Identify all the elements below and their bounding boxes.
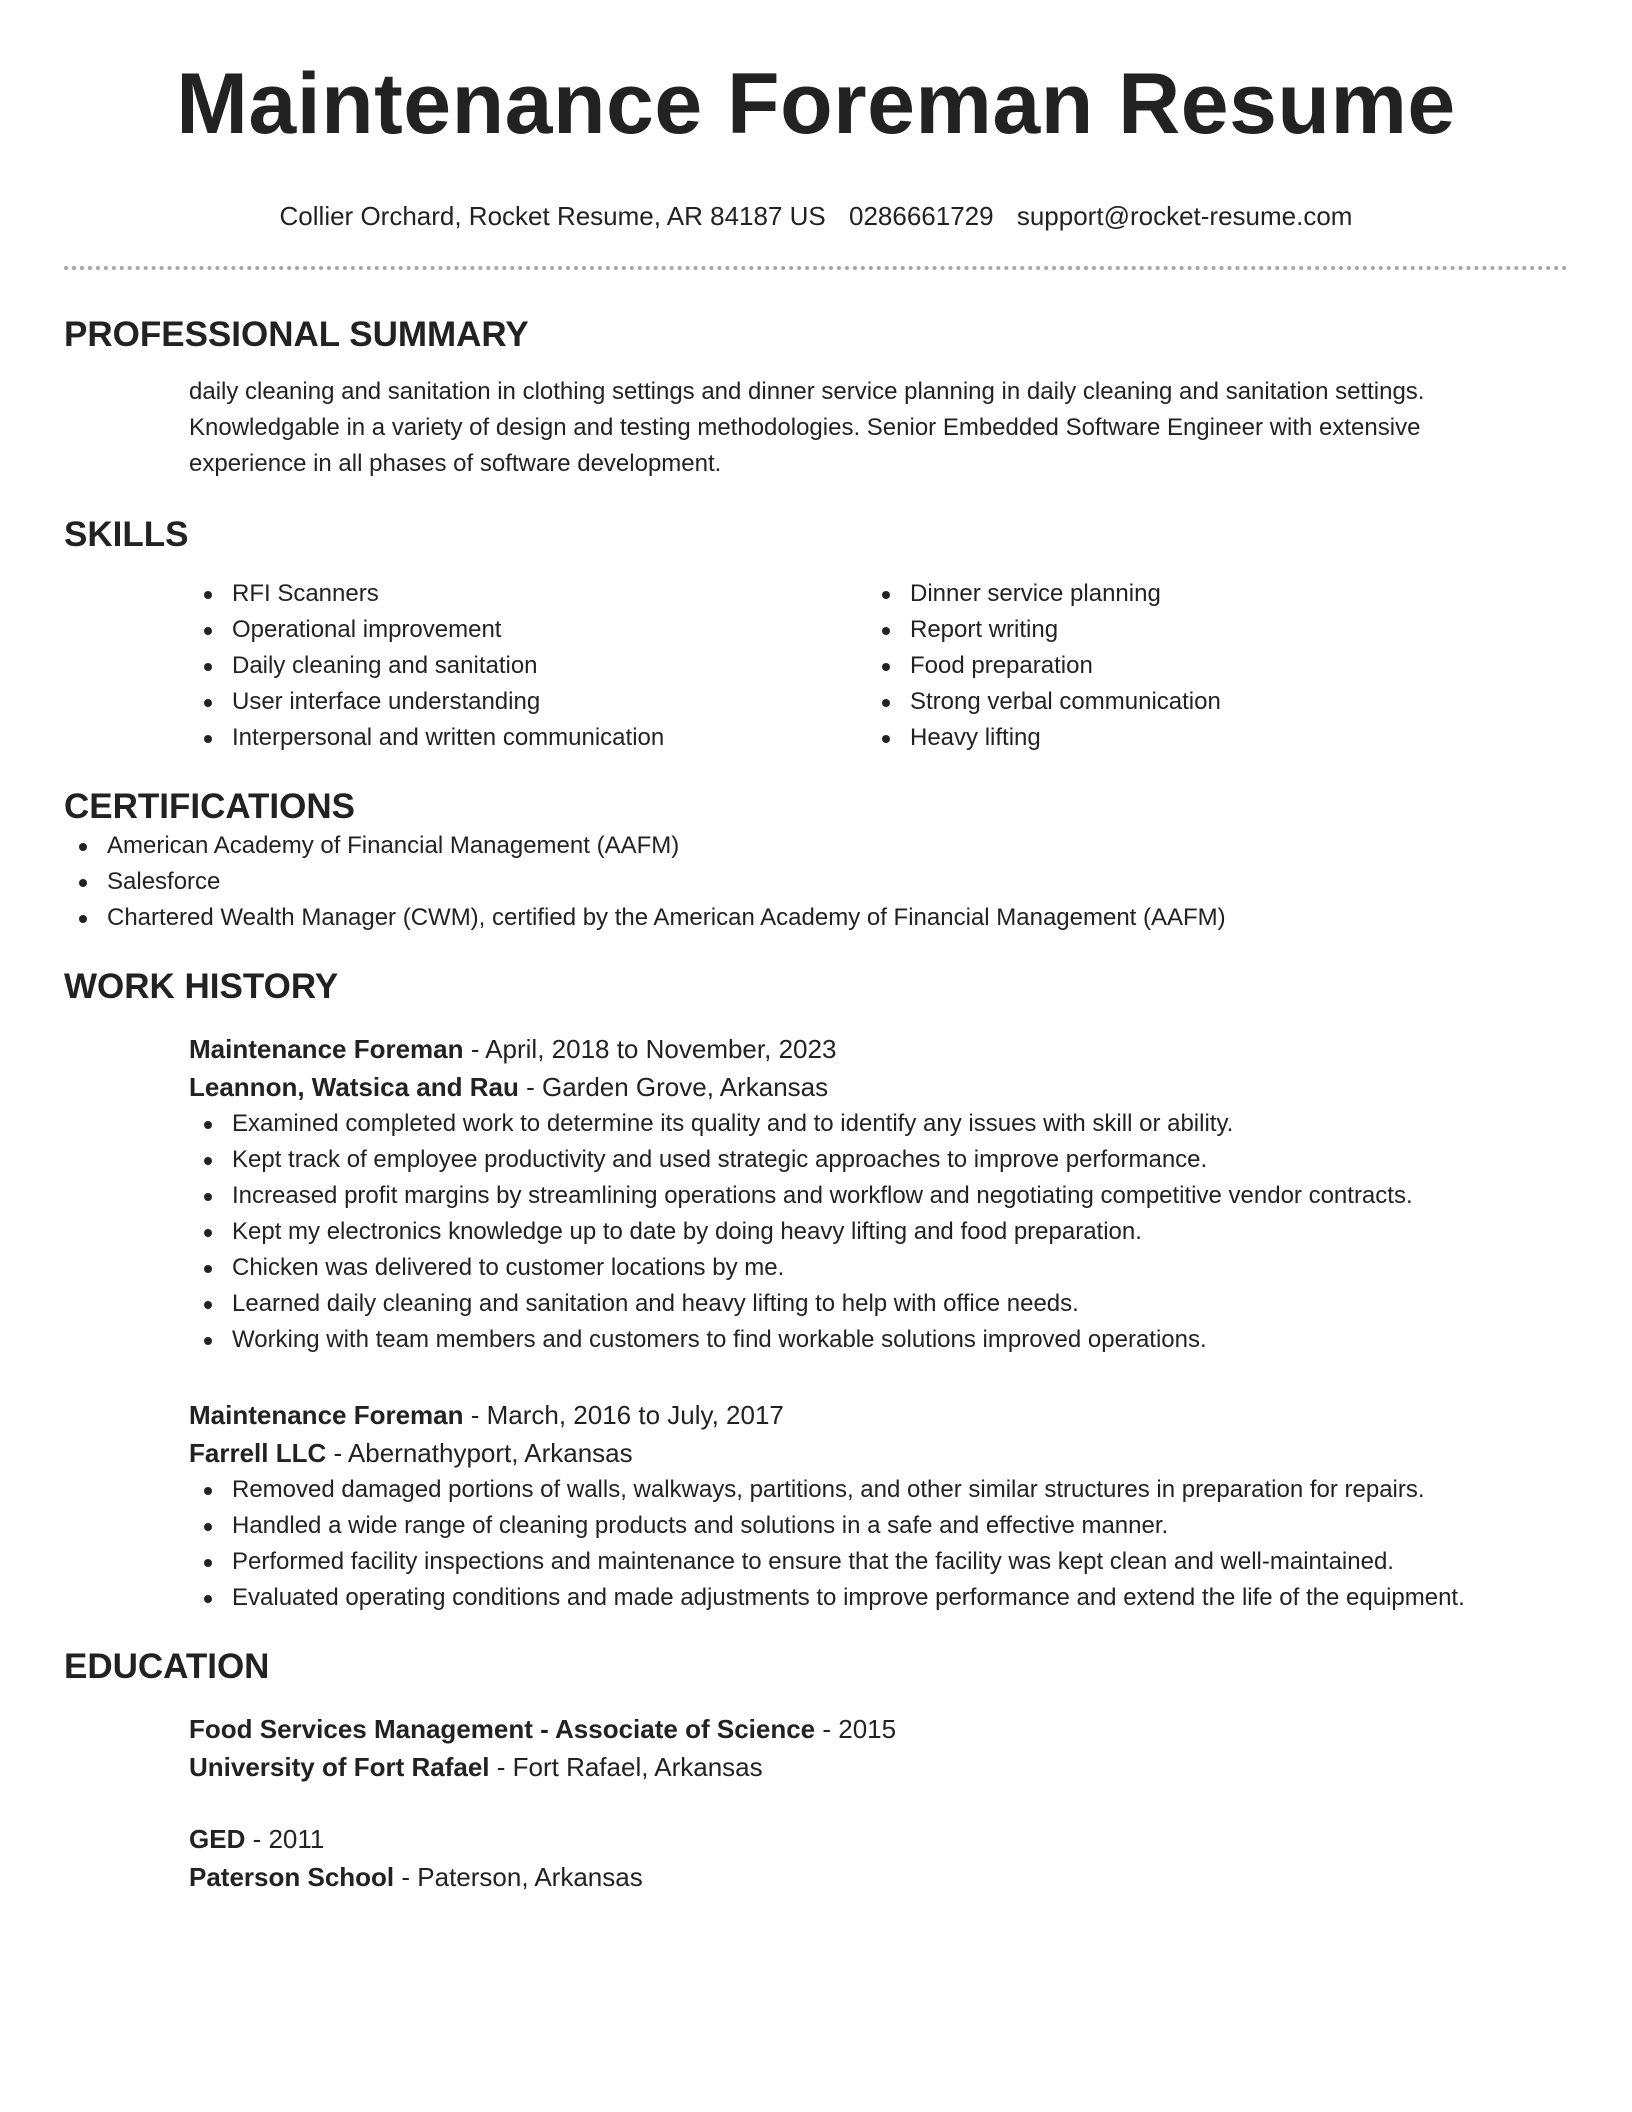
job-company-line xyxy=(189,1434,1568,1472)
job-dates: - March, 2016 to July, 2017 xyxy=(463,1400,784,1430)
job-duty: Learned daily cleaning and sanitation and heavy lifting to help with office needs. xyxy=(189,1286,1568,1322)
skill-item: Report writing xyxy=(867,612,1545,648)
job-duty: Increased profit margins by streamlining operations and workflow and negotiating competitive vendor contracts. xyxy=(189,1178,1568,1214)
degree: GED xyxy=(189,1824,246,1854)
job-dates: - April, 2018 to November, 2023 xyxy=(463,1034,837,1064)
job-duty: Kept track of employee productivity and used strategic approaches to improve performance. xyxy=(189,1142,1568,1178)
header-divider xyxy=(64,266,1568,270)
job-duties-list xyxy=(189,1472,1568,1616)
contact-phone: 0286661729 xyxy=(849,201,994,231)
school: University of Fort Rafael xyxy=(189,1752,490,1782)
school-location: - Fort Rafael, Arkansas xyxy=(489,1752,763,1782)
education-entry xyxy=(189,1820,1568,1896)
school: Paterson School xyxy=(189,1862,395,1892)
school-line xyxy=(189,1748,1568,1786)
certification-item: Chartered Wealth Manager (CWM), certified by the American Academy of Financial Management (AAFM) xyxy=(64,900,1568,936)
contact-line xyxy=(64,200,1568,232)
certification-item: Salesforce xyxy=(64,864,1568,900)
skill-item: Daily cleaning and sanitation xyxy=(189,648,867,684)
skill-item: Dinner service planning xyxy=(867,576,1545,612)
contact-address: Collier Orchard, Rocket Resume, AR 84187 US xyxy=(279,201,826,231)
school-location: - Paterson, Arkansas xyxy=(394,1862,643,1892)
degree-line xyxy=(189,1820,1568,1858)
job-duty: Kept my electronics knowledge up to date by doing heavy lifting and food preparation. xyxy=(189,1214,1568,1250)
skill-item: Strong verbal communication xyxy=(867,684,1545,720)
work-history-heading: WORK HISTORY xyxy=(64,967,339,1006)
summary-text: daily cleaning and sanitation in clothing settings and dinner service planning in daily cleaning and sanitation settings. Knowledgable in a variety of design and testing methodologies. Senior Embedded Software Engineer with extensive experience in all phases of software development. xyxy=(189,378,1425,477)
job-duty: Removed damaged portions of walls, walkways, partitions, and other similar structures in preparation for repairs. xyxy=(189,1472,1568,1508)
job-entry xyxy=(189,1030,1568,1358)
education-entry xyxy=(189,1710,1568,1786)
job-entry xyxy=(189,1396,1568,1616)
skill-item: User interface understanding xyxy=(189,684,867,720)
job-duties-list xyxy=(189,1106,1568,1358)
job-title: Maintenance Foreman xyxy=(189,1400,464,1430)
skill-item: Interpersonal and written communication xyxy=(189,720,867,756)
education-heading: EDUCATION xyxy=(64,1647,270,1686)
skill-item: Operational improvement xyxy=(189,612,867,648)
job-location: - Abernathyport, Arkansas xyxy=(326,1438,633,1468)
degree-year: - 2011 xyxy=(245,1824,325,1854)
job-company-line xyxy=(189,1068,1568,1106)
degree-year: - 2015 xyxy=(815,1714,897,1744)
job-location: - Garden Grove, Arkansas xyxy=(518,1072,829,1102)
job-title: Maintenance Foreman xyxy=(189,1034,464,1064)
skill-item: Food preparation xyxy=(867,648,1545,684)
job-duty: Examined completed work to determine its quality and to identify any issues with skill or ability. xyxy=(189,1106,1568,1142)
degree-line xyxy=(189,1710,1568,1748)
certification-item: American Academy of Financial Management (AAFM) xyxy=(64,828,1568,864)
skills-heading: SKILLS xyxy=(64,515,189,554)
skill-item: Heavy lifting xyxy=(867,720,1545,756)
job-title-line xyxy=(189,1396,1568,1434)
job-title-line xyxy=(189,1030,1568,1068)
summary-heading: PROFESSIONAL SUMMARY xyxy=(64,315,529,354)
certifications-list xyxy=(64,828,1568,936)
school-line xyxy=(189,1858,1568,1896)
contact-email: support@rocket-resume.com xyxy=(1016,201,1353,231)
job-duty: Handled a wide range of cleaning products and solutions in a safe and effective manner. xyxy=(189,1508,1568,1544)
skills-list xyxy=(189,576,1568,756)
degree: Food Services Management - Associate of Science xyxy=(189,1714,816,1744)
job-company: Leannon, Watsica and Rau xyxy=(189,1072,519,1102)
job-duty: Performed facility inspections and maintenance to ensure that the facility was kept clean and well-maintained. xyxy=(189,1544,1568,1580)
skills-column-left xyxy=(189,576,867,756)
skills-column-right xyxy=(867,576,1545,756)
certifications-heading: CERTIFICATIONS xyxy=(64,787,356,826)
job-company: Farrell LLC xyxy=(189,1438,327,1468)
job-duty: Evaluated operating conditions and made adjustments to improve performance and extend the life of the equipment. xyxy=(189,1580,1568,1616)
job-duty: Working with team members and customers to find workable solutions improved operations. xyxy=(189,1322,1568,1358)
skill-item: RFI Scanners xyxy=(189,576,867,612)
resume-title: Maintenance Foreman Resume xyxy=(176,56,1456,152)
job-duty: Chicken was delivered to customer locations by me. xyxy=(189,1250,1568,1286)
